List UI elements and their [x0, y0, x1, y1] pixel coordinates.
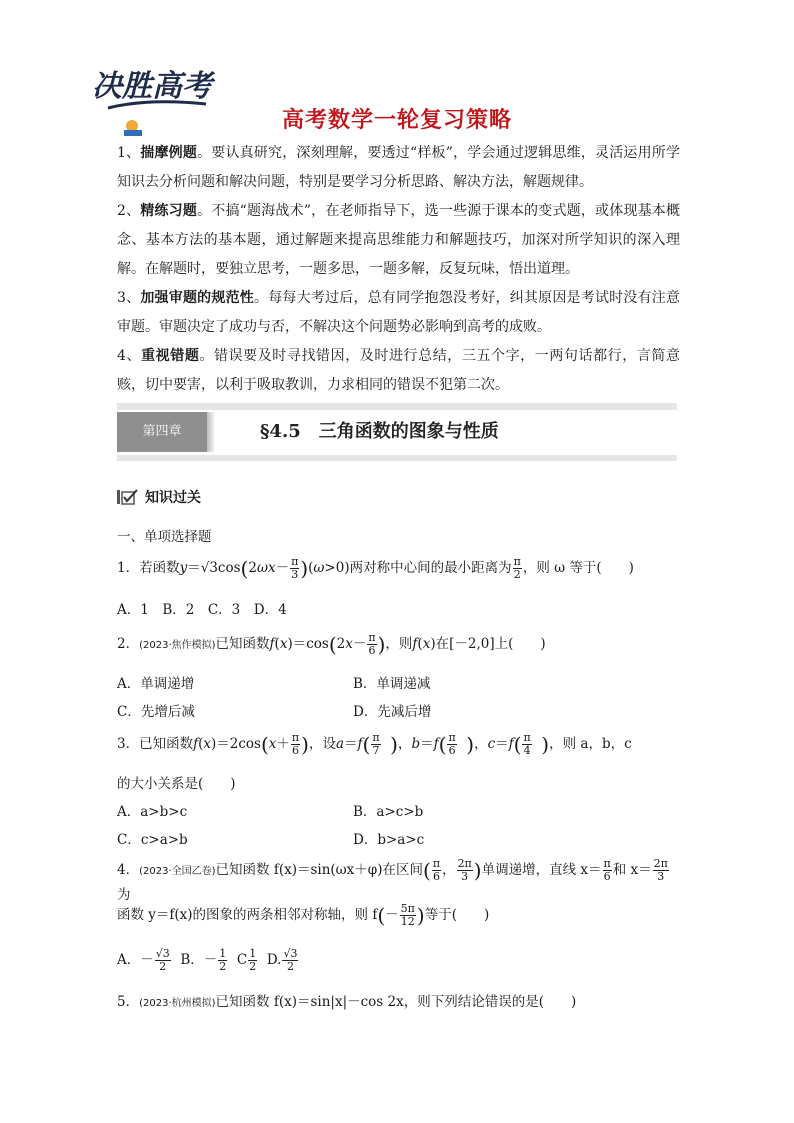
- question-4-line2: 函数 y＝f(x)的图象的两条相邻对称轴，则 f(－ $\frac{5\pi}{12}$ )等于( ): [117, 902, 490, 928]
- q2-option-d: D．先减后增: [353, 704, 432, 720]
- q3-option-c: C．c>a>b: [117, 832, 188, 848]
- question-2: 2．(2023·焦作模拟)已知函数f(x)＝cos(2x－ $\frac{\pi}{6}$ )，则f(x)在[－2,0]上( ): [117, 631, 546, 657]
- q3-option-b: B．a>c>b: [353, 804, 424, 820]
- sub-heading: 一、单项选择题: [117, 529, 212, 545]
- q3-option-a: A．a>b>c: [117, 804, 188, 820]
- chapter-tab: 第四章: [117, 412, 207, 452]
- question-5: 5．(2023·杭州模拟)已知函数 f(x)＝sin|x|－cos 2x，则下列结论错误的是( ): [117, 994, 577, 1010]
- strategy-2: 2、精练习题。不搞“题海战术”，在老师指导下，选一些源于课本的变式题，或体现基本概念、基本方法的基本题，通过解题来提高思维能力和解题技巧，加深对所学知识的深入理解。在解题时，要独立思考，一题多思，一题多解，反复玩味，悟出道理。: [117, 203, 680, 277]
- strategy-3: 3、加强审题的规范性。每每大考过后，总有同学抱怨没考好，纠其原因是考试时没有注意审题。审题决定了成功与否，不解决这个问题势必影响到高考的成败。: [117, 290, 681, 335]
- q2-option-c: C．先增后减: [117, 704, 195, 720]
- checkbox-icon: [117, 489, 139, 505]
- section-heading: 知识过关: [117, 487, 201, 507]
- q3-option-d: D．b>a>c: [353, 832, 425, 848]
- question-3-line2: 的大小关系是( ): [117, 776, 236, 792]
- chapter-header: [117, 403, 677, 461]
- strategy-4: 4、重视错题。错误要及时寻找错因，及时进行总结，三五个字，一两句话都行，言简意赅，切中要害，以利于吸取教训，力求相同的错误不犯第二次。: [117, 348, 680, 393]
- q2-option-b: B．单调递减: [353, 676, 431, 692]
- question-1-options: A．1 B．2 C．3 D．4: [117, 602, 287, 618]
- logo-text: 决胜高考: [92, 69, 212, 104]
- question-3: 3．已知函数f(x)＝2cos(x＋ $\frac{\pi}{6}$ )，设a＝f( $\frac{\pi}{7}$ )，b＝f( $\frac{\pi}{6}$ )，c＝f( $\frac{\pi}{4}$ )，则 a，b，c: [117, 731, 632, 757]
- strategy-1: 1、揣摩例题。要认真研究，深刻理解，要透过“样板”，学会通过逻辑思维，灵活运用所学知识去分析问题和解决问题，特别是要学习分析思路、解决方法，解题规律。: [117, 145, 680, 190]
- q2-option-a: A．单调递增: [117, 676, 195, 692]
- question-4: 4．(2023·全国乙卷)已知函数 f(x)＝sin(ωx＋φ)在区间( $\frac{\pi}{6}$ ， $\frac{2\pi}{3}$ )单调递增，直线 x＝ $\frac{\pi}{6}$ 和 x＝ $\frac{2\pi}{3}$ 为: [117, 857, 668, 903]
- page-title: 高考数学一轮复习策略: [281, 108, 512, 133]
- question-4-options: A．－ $\frac{√3}{2}$ B．－ $\frac{1}{2}$ C $\frac{1}{2}$ D. $\frac{√3}{2}$: [117, 947, 298, 973]
- question-1: 1．若函数y＝√3cos(2ωx－ $\frac{\pi}{3}$ )(ω>0)两对称中心间的最小距离为 $\frac{\pi}{2}$ ，则 ω 等于( ): [117, 555, 634, 581]
- chapter-title: §4.5 三角函数的图象与性质: [260, 421, 499, 442]
